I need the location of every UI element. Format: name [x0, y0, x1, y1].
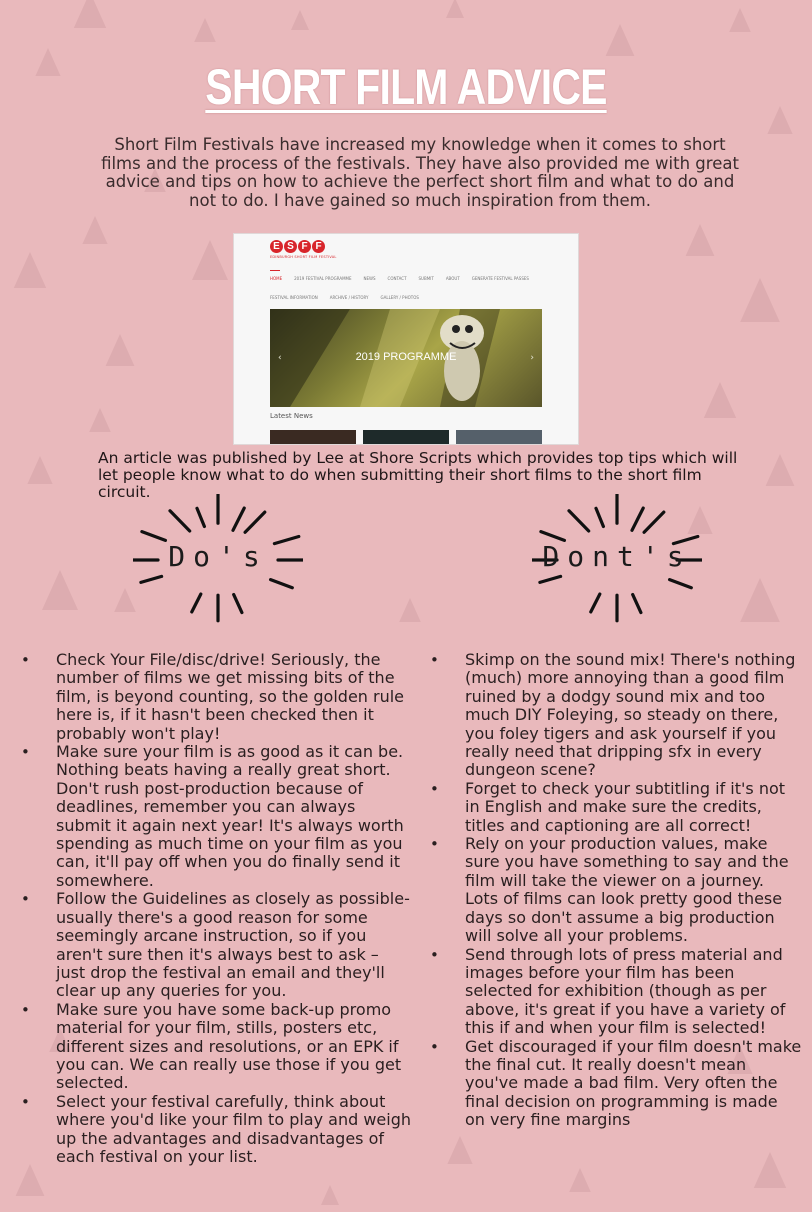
- dos-burst: [133, 494, 303, 634]
- burst-ray: [569, 511, 589, 531]
- hero-banner: [270, 309, 542, 407]
- triangle-shape: [82, 216, 107, 244]
- triangle-shape: [686, 224, 715, 256]
- triangle-shape: [399, 598, 421, 622]
- triangle-shape: [106, 334, 135, 366]
- subnav-item: ARCHIVE / HISTORY: [329, 295, 369, 300]
- burst-ray: [540, 576, 561, 582]
- hero-label: 2019 PROGRAMME: [355, 351, 457, 363]
- burst-ray: [632, 508, 643, 530]
- dos-list: [21, 651, 413, 1166]
- triangle-shape: [27, 456, 52, 484]
- logo-letter: S: [284, 240, 297, 253]
- logo-tagline: EDINBURGH SHORT FILM FESTIVAL: [270, 255, 337, 259]
- burst-ray: [192, 594, 201, 612]
- triangle-shape: [740, 578, 780, 622]
- triangle-shape: [569, 1168, 591, 1192]
- site-nav: [270, 276, 529, 281]
- nav-item: ABOUT: [445, 276, 460, 281]
- burst-ray: [271, 580, 293, 588]
- triangle-shape: [606, 24, 635, 56]
- carousel-next-icon: ›: [530, 353, 534, 363]
- triangle-shape: [16, 1164, 45, 1196]
- list-item: • Forget to check your subtitling if it's not in English and make sure the credits, titles and captioning are all correct!: [430, 780, 802, 835]
- burst-ray: [596, 508, 603, 526]
- subnav-item: FESTIVAL INFORMATION: [270, 295, 318, 300]
- nav-item: GENERATE FESTIVAL PASSES: [471, 276, 529, 281]
- burst-ray: [245, 512, 265, 532]
- triangle-shape: [291, 10, 309, 30]
- carousel-prev-icon: ‹: [278, 353, 282, 363]
- list-item: • Skimp on the sound mix! There's nothing (much) more annoying than a good film ruined by a dodgy sound mix and too much DIY Foleying, so steady on there, you foley tigers and ask yourself if you really need that dripping sfx in every dungeon scene?: [430, 651, 802, 780]
- list-item: • Select your festival carefully, think about where you'd like your film to play and weigh up the advantages and disadvantages of each festival on your list.: [21, 1093, 413, 1167]
- triangle-shape: [14, 252, 46, 288]
- burst-ray: [633, 595, 641, 613]
- triangle-shape: [42, 570, 78, 610]
- logo-letter: F: [298, 240, 311, 253]
- donts-list: [430, 651, 802, 1130]
- latest-news-heading: Latest News: [270, 412, 313, 420]
- burst-ray: [644, 512, 664, 532]
- triangle-shape: [766, 454, 795, 486]
- logo-letter: E: [270, 240, 283, 253]
- burst-ray: [234, 595, 242, 613]
- triangle-shape: [35, 48, 60, 76]
- burst-ray: [170, 511, 190, 531]
- burst-ray: [591, 594, 600, 612]
- site-subnav: [270, 295, 419, 300]
- list-item: • Make sure you have some back-up promo material for your film, stills, posters etc, different sizes and resolutions, or an EPK if you can. We can really use those if you get selected.: [21, 1001, 413, 1093]
- esff-logo: [270, 240, 337, 268]
- donts-burst: [532, 494, 702, 634]
- triangle-shape: [74, 0, 106, 28]
- nav-item: HOME: [270, 276, 283, 281]
- news-thumbnail: [363, 430, 449, 444]
- subnav-item: GALLERY / PHOTOS: [380, 295, 419, 300]
- list-item: • Send through lots of press material and images before your film has been selected for exhibition (though as per above, it's great if you have a variety of this if and when your film is selected!: [430, 946, 802, 1038]
- logo-letter: F: [312, 240, 325, 253]
- news-thumbnail: [270, 430, 356, 444]
- burst-ray: [670, 580, 692, 588]
- burst-ray: [233, 508, 244, 530]
- triangle-shape: [447, 1136, 472, 1164]
- triangle-shape: [194, 18, 216, 42]
- list-item: • Make sure your film is as good as it can be. Nothing beats having a really great short. Don't rush post-production because of deadlines, remember you can always submit it again next year! It's always worth spending as much time on your film as you can, it'll pay off when you do finally send it somewhere.: [21, 743, 413, 890]
- festival-website-screenshot: [234, 234, 578, 444]
- nav-item: NEWS: [363, 276, 376, 281]
- page-title: SHORT FILM ADVICE: [205, 59, 607, 115]
- nav-item: CONTACT: [387, 276, 407, 281]
- triangle-shape: [754, 1152, 786, 1188]
- article-paragraph: An article was published by Lee at Shore Scripts which provides top tips which will let people know what to do when submitting their short films to the short film circuit.: [98, 449, 738, 501]
- burst-ray: [197, 508, 204, 526]
- triangle-shape: [89, 408, 111, 432]
- intro-paragraph: Short Film Festivals have increased my knowledge when it comes to short films and the process of the festivals. They have also provided me with great advice and tips on how to achieve the perfect short film and what to do and not to do. I have gained so much inspiration from them.: [101, 135, 739, 210]
- burst-ray: [141, 576, 162, 582]
- donts-heading: Dont's: [542, 540, 692, 573]
- triangle-shape: [446, 0, 464, 18]
- dos-heading: Do's: [168, 540, 268, 573]
- triangle-shape: [740, 278, 780, 322]
- nav-item: 2019 FESTIVAL PROGRAMME: [294, 276, 352, 281]
- triangle-shape: [192, 240, 228, 280]
- list-item: • Follow the Guidelines as closely as possible- usually there's a good reason for some seemingly arcane instruction, so if you aren't sure then it's always best to ask – just drop the festival an email and they'll clear up any queries for you.: [21, 890, 413, 1000]
- triangle-shape: [704, 382, 736, 418]
- triangle-shape: [767, 106, 792, 134]
- news-thumbnail: [456, 430, 542, 444]
- list-item: • Check Your File/disc/drive! Seriously, the number of films we get missing bits of the film, is beyond counting, so the golden rule here is, if it hasn't been checked then it probably won't play!: [21, 651, 413, 743]
- triangle-shape: [321, 1185, 339, 1205]
- list-item: • Rely on your production values, make sure you have something to say and the film will take the viewer on a journey. Lots of films can look pretty good these days so don't assume a big production will solve all your problems.: [430, 835, 802, 945]
- accent-rule: [270, 270, 280, 271]
- nav-item: SUBMIT: [418, 276, 434, 281]
- list-item: • Get discouraged if your film doesn't make the final cut. It really doesn't mean you've made a bad film. Very often the final decision on programming is made on very fine margins: [430, 1038, 802, 1130]
- triangle-shape: [729, 8, 751, 32]
